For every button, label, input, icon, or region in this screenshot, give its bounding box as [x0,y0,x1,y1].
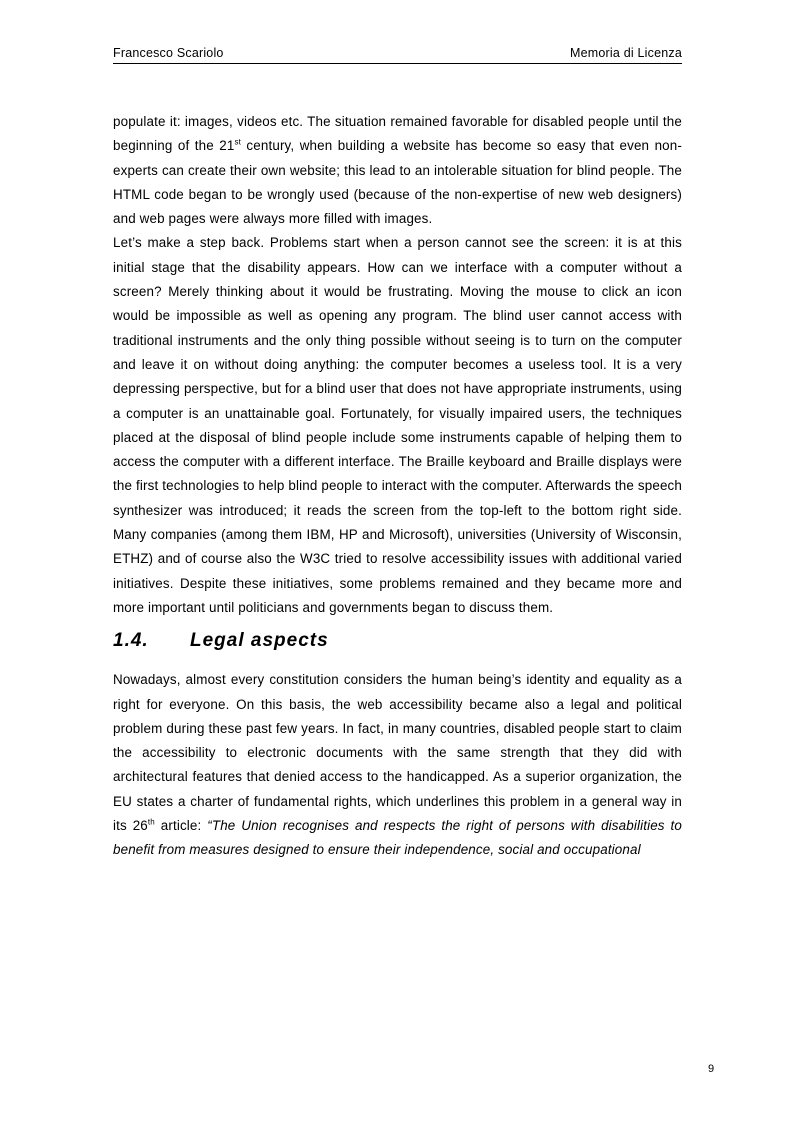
paragraph-blind-users: Let’s make a step back. Problems start when a person cannot see the screen: it is at this initial stage that the disability appears. How can we interface with a computer without a screen? Merely thinking about it would be frustrating. Moving the mouse to click an icon would be impossible as well as opening any program. The blind user cannot access with traditional instruments and the only thing possible without seeing is to turn on the computer and leave it on without doing anything: the computer becomes a useless tool. It is a very depressing perspective, but for a blind user that does not have appropriate instruments, using a computer is an unattainable goal. Fortunately, for visually impaired users, the techniques placed at the disposal of blind people include some instruments capable of helping them to access the computer with a different interface. The Braille keyboard and Braille displays were the first technologies to help blind people to interact with the computer. Afterwards the speech synthesizer was introduced; it reads the screen from the top-left to the bottom right side. Many companies (among them IBM, HP and Microsoft), universities (University of Wisconsin, ETHZ) and of course also the W3C tried to resolve accessibility issues with additional varied initiatives. Despite these initiatives, some problems remained and they became more and more important until politicians and governments began to discuss them. [113,235,682,615]
page-number: 9 [708,1063,715,1075]
page-body [113,110,682,863]
paragraph-web-history [113,110,682,231]
paragraph-web-history-text-b: century, when building a website has become so easy that even non-experts can create their own website; this lead to an intolerable situation for blind people. The HTML code began to be wrongly used (because of the non-expertise of new web designers) and web pages were always more filled with images. [113,138,682,227]
paragraph-web-history-text-a: populate it: images, videos etc. The situation remained favorable for disabled people until the beginning of the 21 [113,114,682,154]
header-document-title: Memoria di Licenza [570,46,682,60]
charter-quote: “The Union recognises and respects the right of persons with disabilities to benefit from measures designed to ensure their independence, social and occupational [113,818,682,858]
section-title: Legal aspects [190,630,329,652]
header-author: Francesco Scariolo [113,46,224,60]
section-heading [113,630,682,662]
ordinal-superscript-th: th [147,817,155,827]
ordinal-superscript-st: st [234,137,241,147]
paragraph-legal-aspects [113,668,682,862]
section-number: 1.4. [113,630,149,652]
page-header [113,46,682,64]
paragraph-legal-text-b: article: [154,818,208,834]
paragraph-legal-text-a: Nowadays, almost every constitution considers the human being’s identity and equality as a right for everyone. On this basis, the web accessibility became also a legal and political problem during these past few years. In fact, in many countries, disabled people start to claim the accessibility to electronic documents with the same strength that they did with architectural features that denied access to the handicapped. As a superior organization, the EU states a charter of fundamental rights, which underlines this problem in a general way in its 26 [113,672,682,834]
